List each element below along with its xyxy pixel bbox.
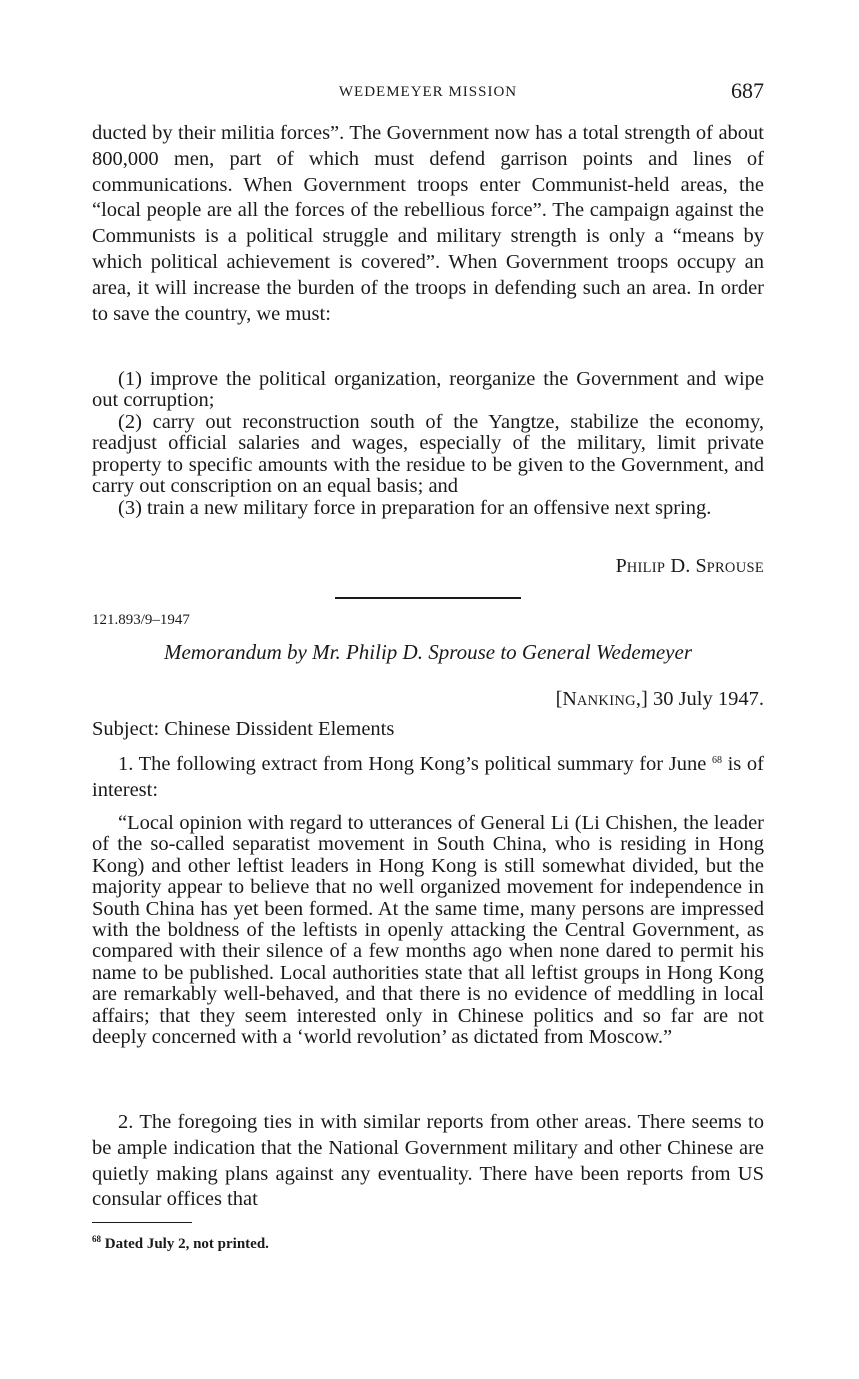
section-divider	[335, 597, 521, 599]
footnote-reference: 68	[711, 755, 722, 766]
page-header	[92, 78, 764, 108]
list-item-1: (1) improve the political organization, reorganize the Government and wipe out corruption;	[92, 368, 764, 412]
footnote-rule	[92, 1222, 192, 1223]
footnote: $^{68}$ Dated July 2, not printed.	[92, 1234, 269, 1252]
file-number: 121.893/9–1947	[92, 612, 190, 628]
list-item-2: (2) carry out reconstruction south of the Yangtze, stabilize the economy, readjust official salaries and wages, especially of the military, limit private property to specific amounts with the residue to be given to the Government, and carry out conscription on an equal basis; and	[92, 411, 764, 498]
continued-paragraph: ducted by their militia forces”. The Government now has a total strength of about 800,000 men, part of which must defend garrison points and lines of communications. When Government troops enter Communist-held areas, the “local people are all the forces of the rebellious force”. The campaign against the Communists is a political struggle and military strength is only a “means by which political achievement is covered”. When Government troops occupy an area, it will increase the burden of the troops in defending such an area. In order to save the country, we must:	[92, 122, 764, 325]
list-item-3: (3) train a new military force in preparation for an offensive next spring.	[118, 497, 712, 519]
paragraph-2: 2. The foregoing ties in with similar reports from other areas. There seems to be ample indication that the National Government military and other Chinese are quietly making plans against any eventuality. There have been reports from US consular offices that	[92, 1111, 764, 1211]
running-head: WEDEMEYER MISSION	[338, 84, 518, 100]
page-number: 687	[731, 78, 764, 103]
signature: PHILIP D. SPROUSE	[615, 555, 764, 577]
document-title: Memorandum by Mr. Philip D. Sprouse to General Wedemeyer	[163, 640, 692, 664]
dateline: [NANKING,] 30 July 1947.	[555, 688, 764, 710]
paragraph-1: 1. The following extract from Hong Kong’s political summary for June $^{68}$ is of interest:	[92, 753, 764, 801]
block-quote: “Local opinion with regard to utterances of General Li (Li Chishen, the leader of the so-called separatist movement in South China, who is residing in Hong Kong) and other leftist leaders in Hong Kong is still somewhat divided, but the majority appear to believe that no well organized movement for independence in South China has yet been formed. At the same time, many persons are impressed with the boldness of the leftists in openly attacking the Central Government, as compared with their silence of a few months ago when none dared to permit his name to be published. Local authorities state that all leftist groups in Hong Kong are remarkably well-behaved, and that there is no evidence of meddling in local affairs; that they seem interested only in Chinese politics and so far are not deeply concerned with a ‘world revolution’ as dictated from Moscow.”	[92, 812, 764, 1049]
subject-line: Subject: Chinese Dissident Elements	[92, 718, 395, 740]
